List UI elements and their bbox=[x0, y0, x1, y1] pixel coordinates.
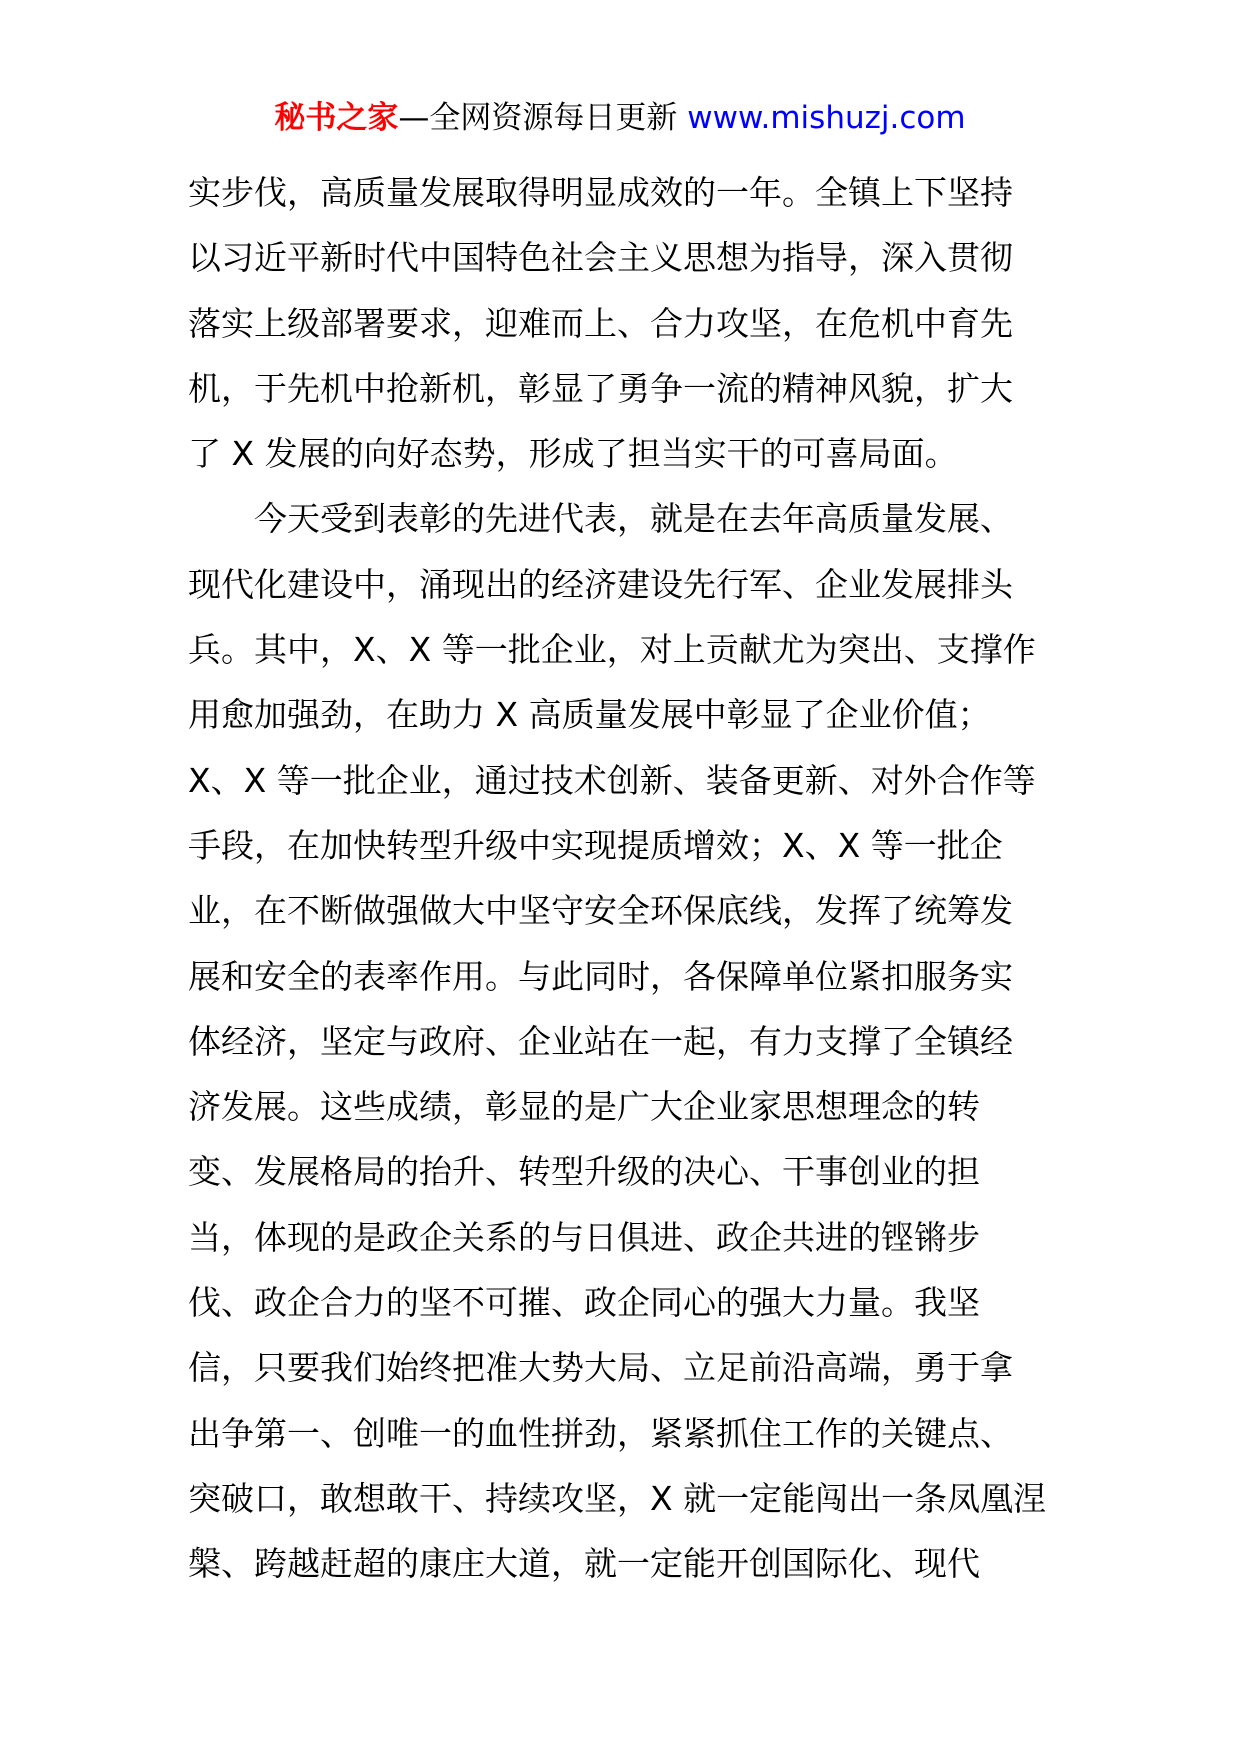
text-line: 用愈加强劲，在助力 X 高质量发展中彰显了企业价值； bbox=[188, 695, 991, 735]
text-line: 机，于先机中抢新机，彰显了勇争一流的精神风貌，扩大 bbox=[188, 368, 1013, 408]
text-line: 济发展。这些成绩，彰显的是广大企业家思想理念的转 bbox=[188, 1087, 980, 1127]
text-line: 体经济，坚定与政府、企业站在一起，有力支撑了全镇经 bbox=[188, 1021, 1013, 1061]
text-line: 业，在不断做强做大中坚守安全环保底线，发挥了统筹发 bbox=[188, 891, 1013, 931]
text-line: 实步伐，高质量发展取得明显成效的一年。全镇上下坚持 bbox=[188, 173, 1013, 212]
paragraph-2 bbox=[188, 486, 1058, 1596]
text-line: 落实上级部署要求，迎难而上、合力攻坚，在危机中育先 bbox=[188, 303, 1013, 343]
text-line: 手段，在加快转型升级中实现提质增效；X、X 等一批企 bbox=[188, 825, 1003, 865]
page-header bbox=[0, 98, 1240, 138]
text-line: X、X 等一批企业，通过技术创新、装备更新、对外合作等 bbox=[188, 760, 1036, 800]
text-line: 变、发展格局的抬升、转型升级的决心、干事创业的担 bbox=[188, 1152, 980, 1192]
paragraph-1 bbox=[188, 160, 1058, 486]
text-line: 槃、跨越赶超的康庄大道，就一定能开创国际化、现代 bbox=[188, 1544, 980, 1584]
text-line: 兵。其中，X、X 等一批企业，对上贡献尤为突出、支撑作 bbox=[188, 630, 1036, 670]
text-line: 当，体现的是政企关系的与日俱进、政企共进的铿锵步 bbox=[188, 1217, 980, 1257]
text-line: 现代化建设中，涌现出的经济建设先行军、企业发展排头 bbox=[188, 564, 1013, 604]
site-url[interactable]: www.mishuzj.com bbox=[687, 100, 966, 136]
site-tagline: —全网资源每日更新 bbox=[398, 100, 688, 136]
text-line: 今天受到表彰的先进代表，就是在去年高质量发展、 bbox=[254, 499, 1013, 539]
site-brand: 秘书之家 bbox=[274, 100, 399, 136]
text-line: 突破口，敢想敢干、持续攻坚，X 就一定能闯出一条凤凰涅 bbox=[188, 1478, 1047, 1518]
text-line: 以习近平新时代中国特色社会主义思想为指导，深入贯彻 bbox=[188, 238, 1013, 278]
text-line: 展和安全的表率作用。与此同时，各保障单位紧扣服务实 bbox=[188, 956, 1013, 996]
text-line: 伐、政企合力的坚不可摧、政企同心的强大力量。我坚 bbox=[188, 1283, 980, 1323]
document-body bbox=[188, 160, 1058, 1597]
text-line: 出争第一、创唯一的血性拼劲，紧紧抓住工作的关键点、 bbox=[188, 1413, 1013, 1453]
text-line: 了 X 发展的向好态势，形成了担当实干的可喜局面。 bbox=[188, 434, 958, 474]
text-line: 信，只要我们始终把准大势大局、立足前沿高端，勇于拿 bbox=[188, 1348, 1013, 1388]
